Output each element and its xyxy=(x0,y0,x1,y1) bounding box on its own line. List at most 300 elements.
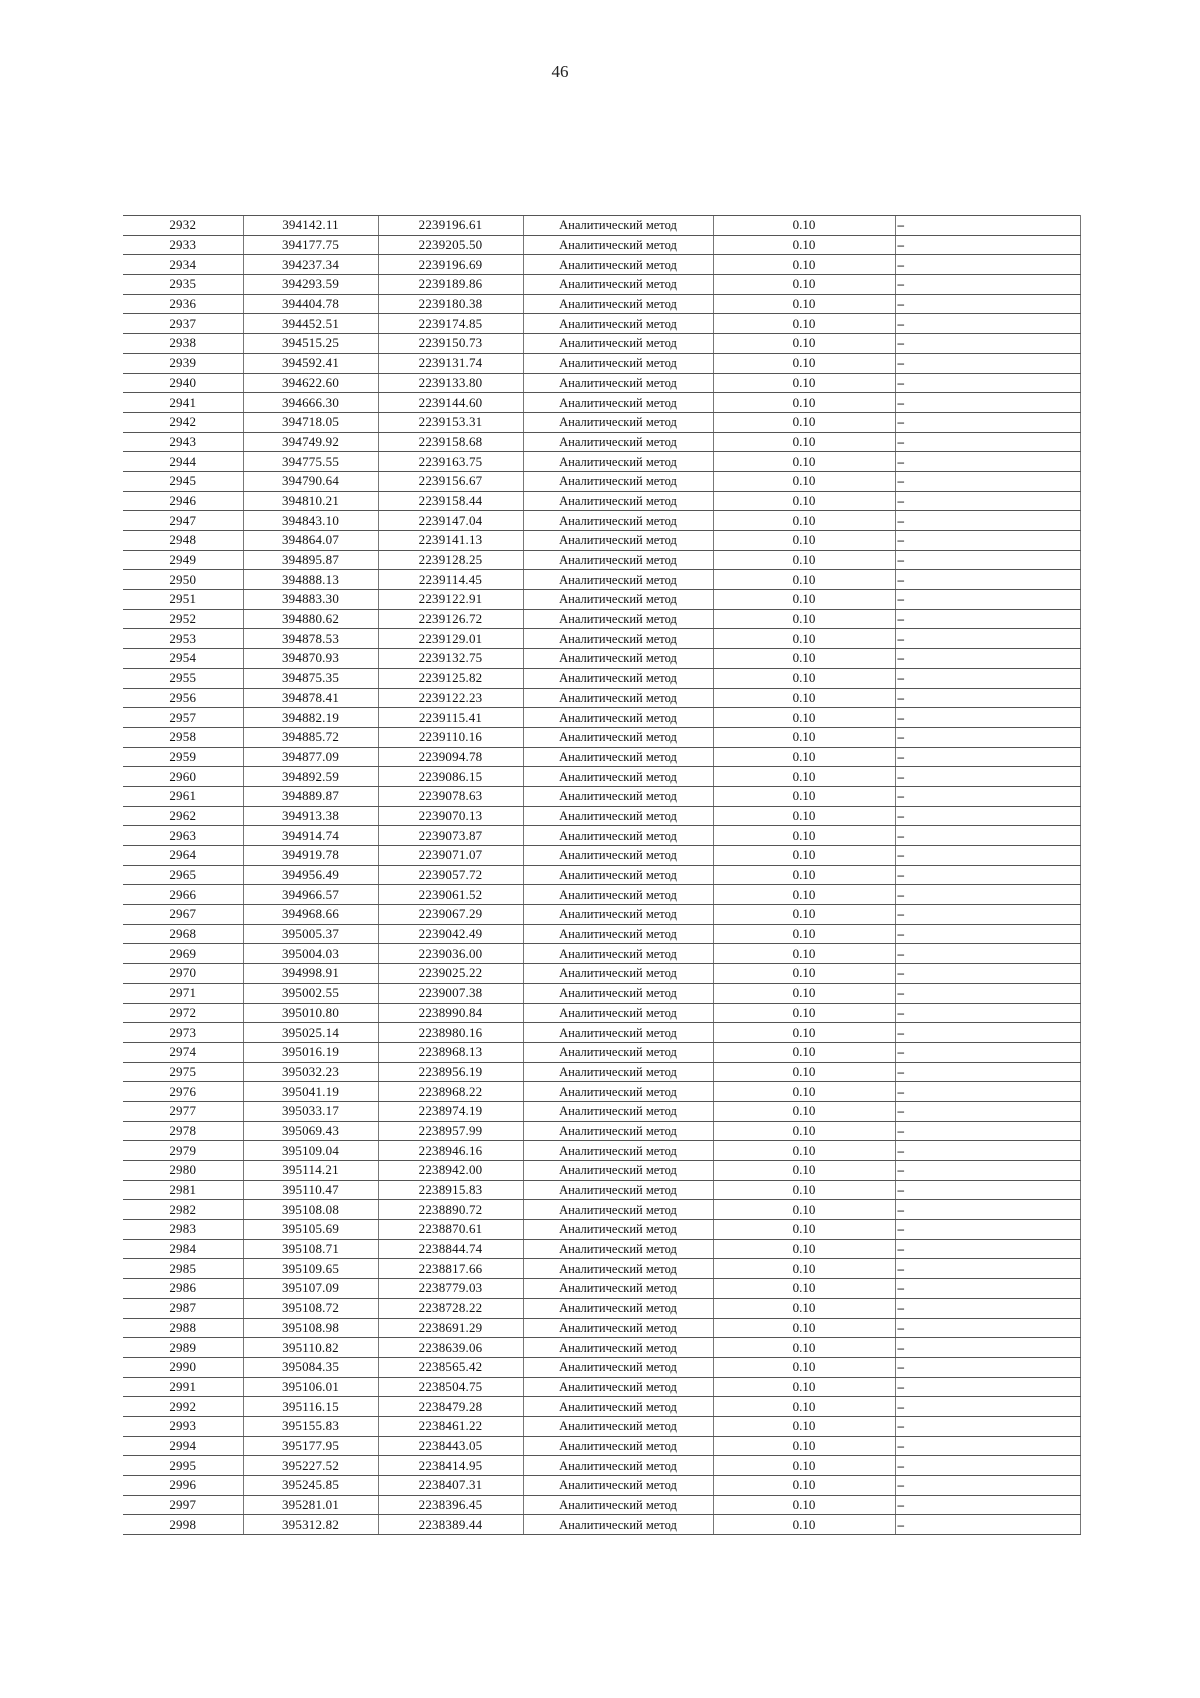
accuracy-cell: 0.10 xyxy=(713,905,895,925)
method-cell: Аналитический метод xyxy=(523,1476,713,1496)
y-coordinate-cell: 2239070.13 xyxy=(378,806,523,826)
point-number-cell: 2992 xyxy=(123,1397,243,1417)
table-row xyxy=(123,1003,1080,1023)
y-coordinate-cell: 2239132.75 xyxy=(378,649,523,669)
x-coordinate-cell: 394666.30 xyxy=(243,393,378,413)
point-number-cell: 2954 xyxy=(123,649,243,669)
note-cell: – xyxy=(895,1161,1080,1181)
method-cell: Аналитический метод xyxy=(523,1121,713,1141)
y-coordinate-cell: 2239129.01 xyxy=(378,629,523,649)
y-coordinate-cell: 2239094.78 xyxy=(378,747,523,767)
method-cell: Аналитический метод xyxy=(523,531,713,551)
note-cell: – xyxy=(895,235,1080,255)
accuracy-cell: 0.10 xyxy=(713,1023,895,1043)
table-row xyxy=(123,944,1080,964)
table-row xyxy=(123,1259,1080,1279)
table-row xyxy=(123,806,1080,826)
y-coordinate-cell: 2238639.06 xyxy=(378,1338,523,1358)
y-coordinate-cell: 2238407.31 xyxy=(378,1476,523,1496)
note-cell: – xyxy=(895,983,1080,1003)
table-row xyxy=(123,531,1080,551)
table-row xyxy=(123,1200,1080,1220)
method-cell: Аналитический метод xyxy=(523,1082,713,1102)
table-row xyxy=(123,1220,1080,1240)
point-number-cell: 2968 xyxy=(123,924,243,944)
x-coordinate-cell: 394882.19 xyxy=(243,708,378,728)
note-cell: – xyxy=(895,885,1080,905)
y-coordinate-cell: 2238443.05 xyxy=(378,1436,523,1456)
y-coordinate-cell: 2238691.29 xyxy=(378,1318,523,1338)
x-coordinate-cell: 395227.52 xyxy=(243,1456,378,1476)
x-coordinate-cell: 394237.34 xyxy=(243,255,378,275)
method-cell: Аналитический метод xyxy=(523,1101,713,1121)
note-cell: – xyxy=(895,1456,1080,1476)
accuracy-cell: 0.10 xyxy=(713,786,895,806)
accuracy-cell: 0.10 xyxy=(713,1161,895,1181)
accuracy-cell: 0.10 xyxy=(713,373,895,393)
y-coordinate-cell: 2239128.25 xyxy=(378,550,523,570)
y-coordinate-cell: 2238461.22 xyxy=(378,1416,523,1436)
x-coordinate-cell: 395106.01 xyxy=(243,1377,378,1397)
accuracy-cell: 0.10 xyxy=(713,846,895,866)
accuracy-cell: 0.10 xyxy=(713,1003,895,1023)
method-cell: Аналитический метод xyxy=(523,1003,713,1023)
point-number-cell: 2959 xyxy=(123,747,243,767)
x-coordinate-cell: 395005.37 xyxy=(243,924,378,944)
table-row xyxy=(123,471,1080,491)
table-row xyxy=(123,1515,1080,1535)
accuracy-cell: 0.10 xyxy=(713,393,895,413)
accuracy-cell: 0.10 xyxy=(713,924,895,944)
table-row xyxy=(123,826,1080,846)
point-number-cell: 2995 xyxy=(123,1456,243,1476)
method-cell: Аналитический метод xyxy=(523,846,713,866)
method-cell: Аналитический метод xyxy=(523,511,713,531)
method-cell: Аналитический метод xyxy=(523,255,713,275)
x-coordinate-cell: 394888.13 xyxy=(243,570,378,590)
method-cell: Аналитический метод xyxy=(523,1161,713,1181)
y-coordinate-cell: 2238957.99 xyxy=(378,1121,523,1141)
accuracy-cell: 0.10 xyxy=(713,688,895,708)
note-cell: – xyxy=(895,255,1080,275)
point-number-cell: 2985 xyxy=(123,1259,243,1279)
note-cell: – xyxy=(895,1101,1080,1121)
y-coordinate-cell: 2238565.42 xyxy=(378,1357,523,1377)
accuracy-cell: 0.10 xyxy=(713,1436,895,1456)
point-number-cell: 2960 xyxy=(123,767,243,787)
point-number-cell: 2940 xyxy=(123,373,243,393)
point-number-cell: 2961 xyxy=(123,786,243,806)
point-number-cell: 2976 xyxy=(123,1082,243,1102)
table-row xyxy=(123,1476,1080,1496)
method-cell: Аналитический метод xyxy=(523,1416,713,1436)
table-row xyxy=(123,1416,1080,1436)
x-coordinate-cell: 395312.82 xyxy=(243,1515,378,1535)
y-coordinate-cell: 2238942.00 xyxy=(378,1161,523,1181)
point-number-cell: 2965 xyxy=(123,865,243,885)
table-row xyxy=(123,334,1080,354)
x-coordinate-cell: 394877.09 xyxy=(243,747,378,767)
point-number-cell: 2952 xyxy=(123,609,243,629)
accuracy-cell: 0.10 xyxy=(713,1416,895,1436)
method-cell: Аналитический метод xyxy=(523,1062,713,1082)
method-cell: Аналитический метод xyxy=(523,727,713,747)
x-coordinate-cell: 394883.30 xyxy=(243,590,378,610)
note-cell: – xyxy=(895,747,1080,767)
accuracy-cell: 0.10 xyxy=(713,747,895,767)
table-row xyxy=(123,609,1080,629)
x-coordinate-cell: 394718.05 xyxy=(243,412,378,432)
method-cell: Аналитический метод xyxy=(523,393,713,413)
x-coordinate-cell: 395108.98 xyxy=(243,1318,378,1338)
method-cell: Аналитический метод xyxy=(523,1298,713,1318)
x-coordinate-cell: 394919.78 xyxy=(243,846,378,866)
point-number-cell: 2972 xyxy=(123,1003,243,1023)
x-coordinate-cell: 394913.38 xyxy=(243,806,378,826)
method-cell: Аналитический метод xyxy=(523,373,713,393)
point-number-cell: 2993 xyxy=(123,1416,243,1436)
x-coordinate-cell: 395010.80 xyxy=(243,1003,378,1023)
x-coordinate-cell: 394177.75 xyxy=(243,235,378,255)
accuracy-cell: 0.10 xyxy=(713,1397,895,1417)
note-cell: – xyxy=(895,649,1080,669)
point-number-cell: 2984 xyxy=(123,1239,243,1259)
method-cell: Аналитический метод xyxy=(523,570,713,590)
table-row xyxy=(123,1495,1080,1515)
point-number-cell: 2943 xyxy=(123,432,243,452)
table-row xyxy=(123,1377,1080,1397)
point-number-cell: 2942 xyxy=(123,412,243,432)
note-cell: – xyxy=(895,924,1080,944)
note-cell: – xyxy=(895,846,1080,866)
note-cell: – xyxy=(895,294,1080,314)
note-cell: – xyxy=(895,688,1080,708)
accuracy-cell: 0.10 xyxy=(713,334,895,354)
point-number-cell: 2958 xyxy=(123,727,243,747)
point-number-cell: 2955 xyxy=(123,668,243,688)
y-coordinate-cell: 2239067.29 xyxy=(378,905,523,925)
y-coordinate-cell: 2239196.69 xyxy=(378,255,523,275)
y-coordinate-cell: 2239125.82 xyxy=(378,668,523,688)
note-cell: – xyxy=(895,708,1080,728)
note-cell: – xyxy=(895,590,1080,610)
table-row xyxy=(123,924,1080,944)
method-cell: Аналитический метод xyxy=(523,865,713,885)
x-coordinate-cell: 394892.59 xyxy=(243,767,378,787)
coordinates-table xyxy=(123,215,1081,1535)
note-cell: – xyxy=(895,1495,1080,1515)
note-cell: – xyxy=(895,668,1080,688)
point-number-cell: 2990 xyxy=(123,1357,243,1377)
accuracy-cell: 0.10 xyxy=(713,885,895,905)
method-cell: Аналитический метод xyxy=(523,1141,713,1161)
x-coordinate-cell: 394843.10 xyxy=(243,511,378,531)
accuracy-cell: 0.10 xyxy=(713,1357,895,1377)
method-cell: Аналитический метод xyxy=(523,275,713,295)
note-cell: – xyxy=(895,373,1080,393)
method-cell: Аналитический метод xyxy=(523,983,713,1003)
note-cell: – xyxy=(895,767,1080,787)
method-cell: Аналитический метод xyxy=(523,1377,713,1397)
x-coordinate-cell: 394404.78 xyxy=(243,294,378,314)
x-coordinate-cell: 395110.47 xyxy=(243,1180,378,1200)
x-coordinate-cell: 394880.62 xyxy=(243,609,378,629)
accuracy-cell: 0.10 xyxy=(713,1180,895,1200)
point-number-cell: 2945 xyxy=(123,471,243,491)
method-cell: Аналитический метод xyxy=(523,806,713,826)
note-cell: – xyxy=(895,412,1080,432)
accuracy-cell: 0.10 xyxy=(713,1476,895,1496)
accuracy-cell: 0.10 xyxy=(713,629,895,649)
note-cell: – xyxy=(895,905,1080,925)
x-coordinate-cell: 394515.25 xyxy=(243,334,378,354)
method-cell: Аналитический метод xyxy=(523,668,713,688)
method-cell: Аналитический метод xyxy=(523,1397,713,1417)
method-cell: Аналитический метод xyxy=(523,944,713,964)
x-coordinate-cell: 395025.14 xyxy=(243,1023,378,1043)
note-cell: – xyxy=(895,511,1080,531)
table-row xyxy=(123,235,1080,255)
table-row xyxy=(123,1298,1080,1318)
method-cell: Аналитический метод xyxy=(523,688,713,708)
y-coordinate-cell: 2238396.45 xyxy=(378,1495,523,1515)
accuracy-cell: 0.10 xyxy=(713,1318,895,1338)
method-cell: Аналитический метод xyxy=(523,924,713,944)
note-cell: – xyxy=(895,1121,1080,1141)
x-coordinate-cell: 394870.93 xyxy=(243,649,378,669)
note-cell: – xyxy=(895,491,1080,511)
y-coordinate-cell: 2238980.16 xyxy=(378,1023,523,1043)
point-number-cell: 2966 xyxy=(123,885,243,905)
point-number-cell: 2935 xyxy=(123,275,243,295)
point-number-cell: 2977 xyxy=(123,1101,243,1121)
point-number-cell: 2971 xyxy=(123,983,243,1003)
note-cell: – xyxy=(895,216,1080,236)
table-row xyxy=(123,570,1080,590)
method-cell: Аналитический метод xyxy=(523,235,713,255)
table-row xyxy=(123,629,1080,649)
note-cell: – xyxy=(895,1003,1080,1023)
note-cell: – xyxy=(895,786,1080,806)
table-row xyxy=(123,314,1080,334)
accuracy-cell: 0.10 xyxy=(713,1121,895,1141)
table-row xyxy=(123,1042,1080,1062)
x-coordinate-cell: 395281.01 xyxy=(243,1495,378,1515)
accuracy-cell: 0.10 xyxy=(713,511,895,531)
y-coordinate-cell: 2239086.15 xyxy=(378,767,523,787)
accuracy-cell: 0.10 xyxy=(713,294,895,314)
note-cell: – xyxy=(895,353,1080,373)
table-row xyxy=(123,353,1080,373)
table-row xyxy=(123,412,1080,432)
x-coordinate-cell: 395110.82 xyxy=(243,1338,378,1358)
accuracy-cell: 0.10 xyxy=(713,1082,895,1102)
y-coordinate-cell: 2239061.52 xyxy=(378,885,523,905)
accuracy-cell: 0.10 xyxy=(713,491,895,511)
y-coordinate-cell: 2238504.75 xyxy=(378,1377,523,1397)
y-coordinate-cell: 2238890.72 xyxy=(378,1200,523,1220)
table-row xyxy=(123,1279,1080,1299)
accuracy-cell: 0.10 xyxy=(713,1515,895,1535)
y-coordinate-cell: 2238817.66 xyxy=(378,1259,523,1279)
accuracy-cell: 0.10 xyxy=(713,649,895,669)
x-coordinate-cell: 395108.72 xyxy=(243,1298,378,1318)
x-coordinate-cell: 395004.03 xyxy=(243,944,378,964)
y-coordinate-cell: 2239114.45 xyxy=(378,570,523,590)
accuracy-cell: 0.10 xyxy=(713,1062,895,1082)
x-coordinate-cell: 395109.04 xyxy=(243,1141,378,1161)
y-coordinate-cell: 2238389.44 xyxy=(378,1515,523,1535)
table-row xyxy=(123,846,1080,866)
y-coordinate-cell: 2239205.50 xyxy=(378,235,523,255)
accuracy-cell: 0.10 xyxy=(713,944,895,964)
y-coordinate-cell: 2239025.22 xyxy=(378,964,523,984)
y-coordinate-cell: 2239071.07 xyxy=(378,846,523,866)
y-coordinate-cell: 2239126.72 xyxy=(378,609,523,629)
table-row xyxy=(123,1180,1080,1200)
table-row xyxy=(123,1121,1080,1141)
y-coordinate-cell: 2239174.85 xyxy=(378,314,523,334)
point-number-cell: 2982 xyxy=(123,1200,243,1220)
note-cell: – xyxy=(895,1476,1080,1496)
note-cell: – xyxy=(895,1416,1080,1436)
x-coordinate-cell: 394592.41 xyxy=(243,353,378,373)
table-row xyxy=(123,708,1080,728)
point-number-cell: 2967 xyxy=(123,905,243,925)
y-coordinate-cell: 2239073.87 xyxy=(378,826,523,846)
x-coordinate-cell: 394914.74 xyxy=(243,826,378,846)
y-coordinate-cell: 2238968.13 xyxy=(378,1042,523,1062)
table-row xyxy=(123,452,1080,472)
accuracy-cell: 0.10 xyxy=(713,275,895,295)
table-row xyxy=(123,1338,1080,1358)
note-cell: – xyxy=(895,609,1080,629)
accuracy-cell: 0.10 xyxy=(713,983,895,1003)
note-cell: – xyxy=(895,452,1080,472)
method-cell: Аналитический метод xyxy=(523,649,713,669)
table-row xyxy=(123,294,1080,314)
x-coordinate-cell: 394293.59 xyxy=(243,275,378,295)
y-coordinate-cell: 2239156.67 xyxy=(378,471,523,491)
x-coordinate-cell: 395108.71 xyxy=(243,1239,378,1259)
table-row xyxy=(123,1141,1080,1161)
x-coordinate-cell: 394968.66 xyxy=(243,905,378,925)
point-number-cell: 2934 xyxy=(123,255,243,275)
x-coordinate-cell: 394998.91 xyxy=(243,964,378,984)
x-coordinate-cell: 395016.19 xyxy=(243,1042,378,1062)
y-coordinate-cell: 2239133.80 xyxy=(378,373,523,393)
note-cell: – xyxy=(895,314,1080,334)
note-cell: – xyxy=(895,1377,1080,1397)
note-cell: – xyxy=(895,275,1080,295)
y-coordinate-cell: 2239036.00 xyxy=(378,944,523,964)
table-row xyxy=(123,550,1080,570)
point-number-cell: 2944 xyxy=(123,452,243,472)
y-coordinate-cell: 2238479.28 xyxy=(378,1397,523,1417)
y-coordinate-cell: 2238870.61 xyxy=(378,1220,523,1240)
point-number-cell: 2936 xyxy=(123,294,243,314)
note-cell: – xyxy=(895,531,1080,551)
x-coordinate-cell: 394749.92 xyxy=(243,432,378,452)
x-coordinate-cell: 394790.64 xyxy=(243,471,378,491)
point-number-cell: 2933 xyxy=(123,235,243,255)
method-cell: Аналитический метод xyxy=(523,590,713,610)
point-number-cell: 2963 xyxy=(123,826,243,846)
y-coordinate-cell: 2239078.63 xyxy=(378,786,523,806)
method-cell: Аналитический метод xyxy=(523,452,713,472)
note-cell: – xyxy=(895,1082,1080,1102)
method-cell: Аналитический метод xyxy=(523,1279,713,1299)
method-cell: Аналитический метод xyxy=(523,629,713,649)
method-cell: Аналитический метод xyxy=(523,747,713,767)
x-coordinate-cell: 395069.43 xyxy=(243,1121,378,1141)
note-cell: – xyxy=(895,471,1080,491)
method-cell: Аналитический метод xyxy=(523,708,713,728)
table-row xyxy=(123,1082,1080,1102)
accuracy-cell: 0.10 xyxy=(713,1101,895,1121)
note-cell: – xyxy=(895,1062,1080,1082)
table-row xyxy=(123,216,1080,236)
note-cell: – xyxy=(895,1515,1080,1535)
accuracy-cell: 0.10 xyxy=(713,314,895,334)
table-row xyxy=(123,786,1080,806)
method-cell: Аналитический метод xyxy=(523,1259,713,1279)
x-coordinate-cell: 394875.35 xyxy=(243,668,378,688)
note-cell: – xyxy=(895,1180,1080,1200)
note-cell: – xyxy=(895,393,1080,413)
table-row xyxy=(123,885,1080,905)
x-coordinate-cell: 394142.11 xyxy=(243,216,378,236)
x-coordinate-cell: 394775.55 xyxy=(243,452,378,472)
table-row xyxy=(123,1436,1080,1456)
note-cell: – xyxy=(895,1298,1080,1318)
note-cell: – xyxy=(895,727,1080,747)
x-coordinate-cell: 395114.21 xyxy=(243,1161,378,1181)
method-cell: Аналитический метод xyxy=(523,905,713,925)
point-number-cell: 2975 xyxy=(123,1062,243,1082)
method-cell: Аналитический метод xyxy=(523,1357,713,1377)
accuracy-cell: 0.10 xyxy=(713,708,895,728)
table-row xyxy=(123,393,1080,413)
point-number-cell: 2987 xyxy=(123,1298,243,1318)
y-coordinate-cell: 2238844.74 xyxy=(378,1239,523,1259)
method-cell: Аналитический метод xyxy=(523,786,713,806)
accuracy-cell: 0.10 xyxy=(713,1042,895,1062)
method-cell: Аналитический метод xyxy=(523,294,713,314)
point-number-cell: 2946 xyxy=(123,491,243,511)
method-cell: Аналитический метод xyxy=(523,767,713,787)
accuracy-cell: 0.10 xyxy=(713,570,895,590)
method-cell: Аналитический метод xyxy=(523,1200,713,1220)
table-row xyxy=(123,1456,1080,1476)
method-cell: Аналитический метод xyxy=(523,1338,713,1358)
method-cell: Аналитический метод xyxy=(523,609,713,629)
method-cell: Аналитический метод xyxy=(523,432,713,452)
method-cell: Аналитический метод xyxy=(523,1180,713,1200)
table-row xyxy=(123,1397,1080,1417)
accuracy-cell: 0.10 xyxy=(713,727,895,747)
note-cell: – xyxy=(895,1338,1080,1358)
point-number-cell: 2980 xyxy=(123,1161,243,1181)
method-cell: Аналитический метод xyxy=(523,412,713,432)
point-number-cell: 2957 xyxy=(123,708,243,728)
x-coordinate-cell: 394895.87 xyxy=(243,550,378,570)
point-number-cell: 2986 xyxy=(123,1279,243,1299)
table-row xyxy=(123,747,1080,767)
table-row xyxy=(123,511,1080,531)
y-coordinate-cell: 2239057.72 xyxy=(378,865,523,885)
point-number-cell: 2973 xyxy=(123,1023,243,1043)
